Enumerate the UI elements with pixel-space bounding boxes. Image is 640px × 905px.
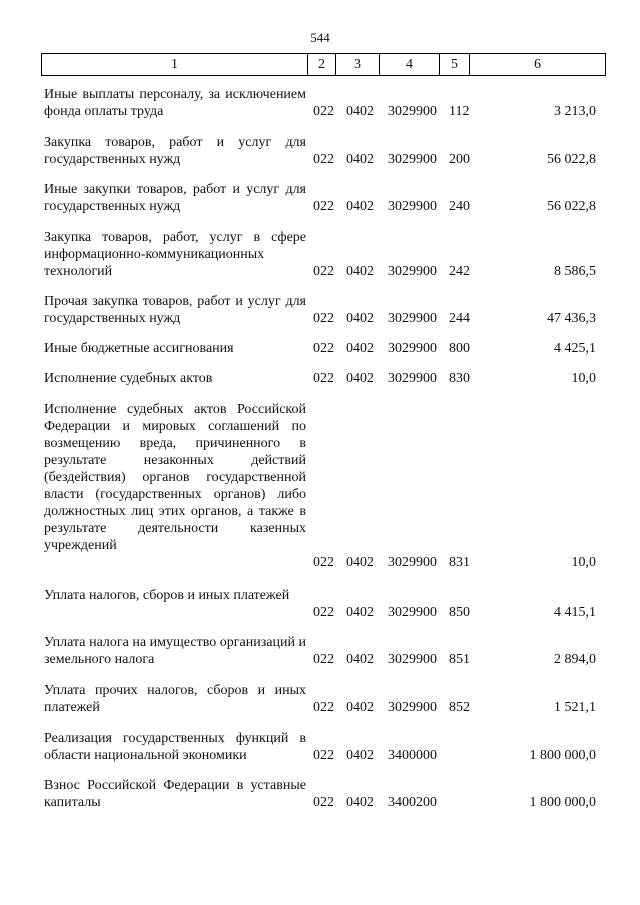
row-code-expense-type: 831	[449, 555, 470, 570]
table-row	[0, 86, 640, 120]
row-description: Иные закупки товаров, работ и услуг для государственных нужд	[44, 182, 306, 214]
row-amount: 8 586,5	[554, 264, 596, 279]
row-code-section: 0402	[346, 652, 374, 667]
row-code-article: 3400000	[388, 748, 437, 763]
row-code-ministry: 022	[313, 199, 334, 214]
row-code-section: 0402	[346, 748, 374, 763]
column-header-5: 5	[440, 54, 470, 76]
column-header-6: 6	[470, 54, 606, 76]
row-code-section: 0402	[346, 104, 374, 119]
row-code-section: 0402	[346, 371, 374, 386]
column-header-3: 3	[336, 54, 380, 76]
row-code-article: 3029900	[388, 371, 437, 386]
row-description: Уплата налога на имущество организаций и земельного налога	[44, 635, 306, 667]
row-code-ministry: 022	[313, 152, 334, 167]
row-code-section: 0402	[346, 152, 374, 167]
column-header-1: 1	[42, 54, 308, 76]
row-code-ministry: 022	[313, 311, 334, 326]
row-code-section: 0402	[346, 264, 374, 279]
row-code-article: 3029900	[388, 341, 437, 356]
row-code-ministry: 022	[313, 748, 334, 763]
row-description: Уплата налогов, сборов и иных платежей	[44, 588, 290, 603]
row-code-article: 3029900	[388, 605, 437, 620]
row-code-section: 0402	[346, 700, 374, 715]
row-code-article: 3029900	[388, 152, 437, 167]
row-code-article: 3029900	[388, 264, 437, 279]
row-amount: 1 800 000,0	[529, 748, 596, 763]
row-amount: 56 022,8	[547, 199, 596, 214]
row-amount: 1 521,1	[554, 700, 596, 715]
row-code-section: 0402	[346, 199, 374, 214]
row-code-expense-type: 240	[449, 199, 470, 214]
column-header-2: 2	[308, 54, 336, 76]
row-description: Иные бюджетные ассигнования	[44, 341, 234, 356]
row-amount: 10,0	[571, 371, 596, 386]
row-amount: 10,0	[571, 555, 596, 570]
row-amount: 47 436,3	[547, 311, 596, 326]
column-header-row	[42, 54, 606, 76]
row-code-expense-type: 244	[449, 311, 470, 326]
row-code-article: 3029900	[388, 555, 437, 570]
row-code-article: 3029900	[388, 652, 437, 667]
row-code-expense-type: 850	[449, 605, 470, 620]
row-code-article: 3029900	[388, 700, 437, 715]
row-description: Закупка товаров, работ, услуг в сфере информационно-коммуникационных технологий	[44, 230, 306, 279]
row-amount: 4 425,1	[554, 341, 596, 356]
row-code-article: 3400200	[388, 795, 437, 810]
table-row	[0, 682, 640, 716]
row-code-expense-type: 852	[449, 700, 470, 715]
table-row	[0, 340, 640, 357]
row-code-ministry: 022	[313, 341, 334, 356]
row-code-ministry: 022	[313, 605, 334, 620]
row-code-ministry: 022	[313, 555, 334, 570]
table-row	[0, 370, 640, 387]
row-code-expense-type: 112	[449, 104, 470, 119]
column-header-4: 4	[380, 54, 440, 76]
row-code-section: 0402	[346, 311, 374, 326]
row-code-expense-type: 242	[449, 264, 470, 279]
row-code-expense-type: 200	[449, 152, 470, 167]
row-description: Закупка товаров, работ и услуг для государственных нужд	[44, 135, 306, 167]
row-code-section: 0402	[346, 341, 374, 356]
row-amount: 56 022,8	[547, 152, 596, 167]
row-amount: 3 213,0	[554, 104, 596, 119]
row-description: Иные выплаты персоналу, за исключением фонда оплаты труда	[44, 87, 306, 119]
table-row	[0, 293, 640, 327]
page-number: 544	[310, 30, 330, 45]
row-description: Исполнение судебных актов Российской Федерации и мировых соглашений по возмещению вреда, причиненного в результате незаконных действий (бездействия) органов государственной власти (государственных органов) либо должностных лиц этих органов, а также в результате деятельности казенных учреждений	[44, 402, 306, 553]
row-amount: 1 800 000,0	[529, 795, 596, 810]
table-row	[0, 587, 640, 621]
row-amount: 4 415,1	[554, 605, 596, 620]
row-amount: 2 894,0	[554, 652, 596, 667]
row-code-article: 3029900	[388, 104, 437, 119]
row-description: Уплата прочих налогов, сборов и иных платежей	[44, 683, 306, 715]
row-description: Реализация государственных функций в области национальной экономики	[44, 731, 306, 763]
row-code-ministry: 022	[313, 371, 334, 386]
row-code-section: 0402	[346, 555, 374, 570]
row-code-expense-type: 830	[449, 371, 470, 386]
row-code-ministry: 022	[313, 700, 334, 715]
row-code-ministry: 022	[313, 652, 334, 667]
row-code-section: 0402	[346, 795, 374, 810]
row-code-expense-type: 800	[449, 341, 470, 356]
row-code-expense-type: 851	[449, 652, 470, 667]
table-row	[0, 181, 640, 215]
row-code-ministry: 022	[313, 795, 334, 810]
table-row	[0, 134, 640, 168]
row-code-section: 0402	[346, 605, 374, 620]
table-row	[0, 401, 640, 571]
table-row	[0, 229, 640, 280]
column-header-table	[41, 53, 606, 76]
row-code-article: 3029900	[388, 311, 437, 326]
table-row	[0, 730, 640, 764]
row-code-article: 3029900	[388, 199, 437, 214]
row-code-ministry: 022	[313, 264, 334, 279]
row-description: Прочая закупка товаров, работ и услуг для государственных нужд	[44, 294, 306, 326]
table-row	[0, 777, 640, 811]
row-code-ministry: 022	[313, 104, 334, 119]
table-row	[0, 634, 640, 668]
row-description: Исполнение судебных актов	[44, 371, 213, 386]
row-description: Взнос Российской Федерации в уставные капиталы	[44, 778, 306, 810]
